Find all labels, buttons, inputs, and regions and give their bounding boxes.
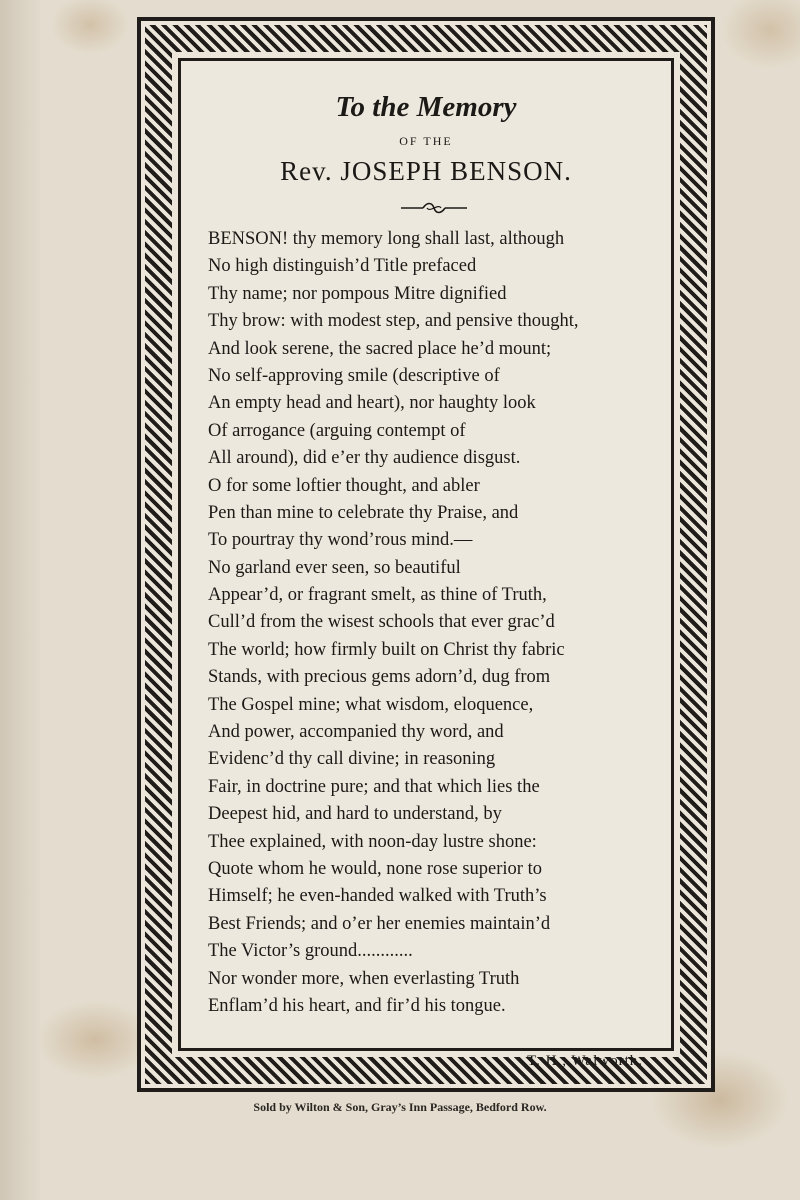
poem-line: Thy name; nor pompous Mitre dignified — [208, 283, 507, 304]
poem-line: All around), did e’er thy audience disgust. — [208, 448, 521, 469]
poem-line: Stands, with precious gems adorn’d, dug from — [208, 667, 551, 688]
poem-line: Enflam’d his heart, and fir’d his tongue. — [208, 995, 506, 1016]
poem-line: Quote whom he would, none rose superior to — [208, 858, 542, 879]
poem-line: Thee explained, with noon-day lustre shone: — [208, 831, 537, 852]
poem-line: No high distinguish’d Title prefaced — [208, 256, 477, 277]
ornamental-border — [137, 17, 715, 1092]
title-of-the: OF THE — [399, 134, 453, 148]
printer-imprint: Sold by Wilton & Son, Gray’s Inn Passage, Bedford Row. — [253, 1100, 547, 1114]
poem-line: Fair, in doctrine pure; and that which lies the — [208, 776, 540, 797]
poem-line: Deepest hid, and hard to understand, by — [208, 804, 502, 825]
poem-text — [208, 226, 667, 1020]
poem-line: No self-approving smile (descriptive of — [208, 365, 500, 386]
poem-line: Of arrogance (arguing contempt of — [208, 420, 466, 441]
poem-line: Best Friends; and o’er her enemies maintain’d — [208, 913, 551, 934]
signature: T. H., Walworth. — [527, 1053, 643, 1069]
poem-line: To pourtray thy wond’rous mind.— — [208, 530, 473, 551]
poem-line: O for some loftier thought, and abler — [208, 475, 480, 496]
poem-line: An empty head and heart), nor haughty look — [208, 393, 536, 414]
poem-line: And look serene, the sacred place he’d mount; — [208, 338, 552, 359]
poem-line: Cull’d from the wisest schools that ever grac’d — [208, 612, 555, 633]
poem-line: Pen than mine to celebrate thy Praise, and — [208, 502, 519, 523]
poem-line: The world; how firmly built on Christ thy fabric — [208, 639, 565, 660]
poem-line: BENSON! thy memory long shall last, although — [208, 229, 565, 249]
poem-line: Evidenc’d thy call divine; in reasoning — [208, 749, 496, 770]
title-script: To the Memory — [335, 91, 517, 123]
poem-panel — [178, 58, 674, 1069]
poem-line: Nor wonder more, when everlasting Truth — [208, 968, 520, 989]
poem-line: Thy brow: with modest step, and pensive thought, — [208, 311, 579, 332]
page-edge-shadow — [0, 0, 40, 1200]
poem-line: Himself; he even-handed walked with Truth’s — [208, 886, 547, 907]
poem-line: And power, accompanied thy word, and — [208, 722, 504, 743]
poem-line: The Gospel mine; what wisdom, eloquence, — [208, 694, 534, 715]
poem-line: The Victor’s ground............ — [208, 941, 413, 962]
poem-line: No garland ever seen, so beautiful — [208, 557, 461, 578]
flourish-ornament — [399, 201, 469, 215]
poem-line: Appear’d, or fragrant smelt, as thine of Truth, — [208, 585, 547, 606]
title-name: Rev. JOSEPH BENSON. — [280, 156, 572, 186]
